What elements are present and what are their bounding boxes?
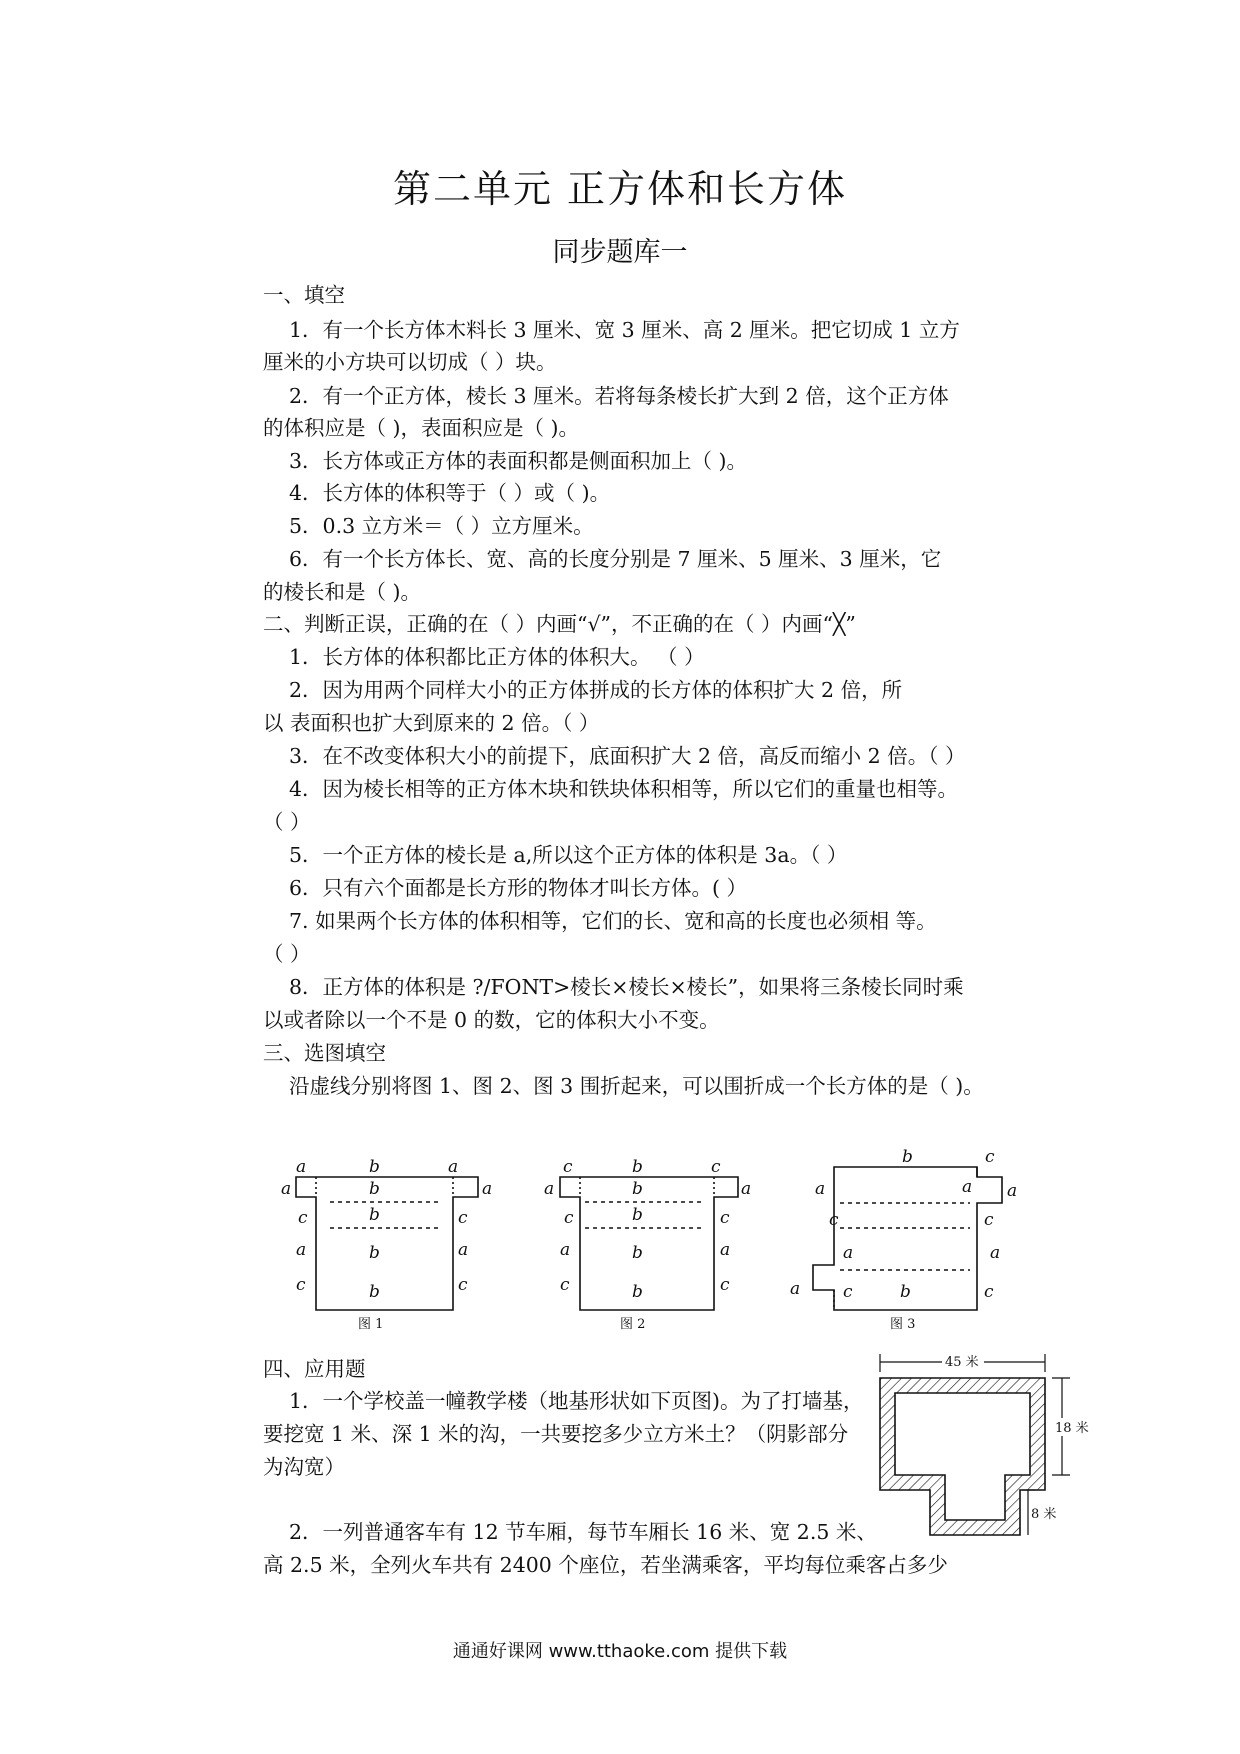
foundation-diagram bbox=[870, 1340, 1110, 1540]
fig-label: b bbox=[369, 1179, 380, 1199]
fig-caption: 图 1 bbox=[358, 1317, 384, 1332]
fig-label: a bbox=[281, 1179, 292, 1199]
question-line: 的棱长和是（ )。 bbox=[263, 580, 422, 604]
fig-label: a bbox=[990, 1243, 1001, 1263]
fig-label: b bbox=[632, 1282, 643, 1302]
dimension-width-label: 45 米 bbox=[945, 1355, 979, 1370]
question-line: 要挖宽 1 米、深 1 米的沟，一共要挖多少立方米土？（阴影部分 bbox=[263, 1422, 849, 1446]
fig-label: a bbox=[560, 1240, 571, 1260]
fig-label: c bbox=[720, 1208, 730, 1228]
fig-label: a bbox=[482, 1179, 493, 1199]
fig-label: a bbox=[843, 1243, 854, 1263]
fig-label: b bbox=[632, 1179, 643, 1199]
section-heading-true-false: 二、判断正误，正确的在（ ）内画“√”，不正确的在（ ）内画“╳” bbox=[263, 612, 856, 636]
question-line: 1．长方体的体积都比正方体的体积大。 （ ） bbox=[289, 645, 705, 669]
question-line: 厘米的小方块可以切成（ ）块。 bbox=[263, 350, 557, 374]
fig-label: a bbox=[296, 1240, 307, 1260]
question-line: 2．因为用两个同样大小的正方体拼成的长方体的体积扩大 2 倍，所 bbox=[289, 678, 903, 702]
fig-label: b bbox=[900, 1282, 911, 1302]
fig-label: b bbox=[369, 1282, 380, 1302]
question-line: 沿虚线分别将图 1、图 2、图 3 围折起来，可以围折成一个长方体的是（ )。 bbox=[289, 1074, 984, 1098]
footer-source: 通通好课网 www.tthaoke.com 提供下载 bbox=[452, 1641, 788, 1662]
fig-label: c bbox=[298, 1208, 308, 1228]
fig-label: b bbox=[632, 1157, 643, 1177]
section-heading-word-problems: 四、应用题 bbox=[263, 1357, 366, 1381]
page-subtitle: 同步题库一 bbox=[552, 237, 688, 268]
question-line: 5．一个正方体的棱长是 a,所以这个正方体的体积是 3a。（ ） bbox=[289, 843, 848, 867]
fig-label: c bbox=[560, 1275, 570, 1295]
question-line: 7. 如果两个长方体的体积相等，它们的长、宽和高的长度也必须相 等。 bbox=[289, 909, 937, 933]
fig-label: c bbox=[458, 1275, 468, 1295]
figure-1 bbox=[281, 1157, 492, 1332]
question-line: 1．一个学校盖一幢教学楼（地基形状如下页图)。为了打墙基， bbox=[289, 1389, 864, 1413]
fig-caption: 图 2 bbox=[620, 1317, 646, 1332]
fig-label: a bbox=[720, 1240, 731, 1260]
question-line: 以或者除以一个不是 0 的数，它的体积大小不变。 bbox=[263, 1008, 720, 1032]
fig-label: c bbox=[458, 1208, 468, 1228]
dimension-depth-label: 8 米 bbox=[1031, 1507, 1057, 1522]
fig-label: a bbox=[815, 1179, 826, 1199]
foundation-outline bbox=[880, 1378, 1045, 1535]
fig-label: a bbox=[544, 1179, 555, 1199]
question-line: 4．因为棱长相等的正方体木块和铁块体积相等，所以它们的重量也相等。 bbox=[289, 777, 959, 801]
question-line: 3．长方体或正方体的表面积都是侧面积加上（ )。 bbox=[289, 449, 748, 473]
question-line: 8．正方体的体积是 ?/FONT>棱长×棱长×棱长”，如果将三条棱长同时乘 bbox=[289, 975, 964, 999]
fig-label: a bbox=[962, 1177, 973, 1197]
fig-label: c bbox=[563, 1157, 573, 1177]
fig-label: b bbox=[902, 1147, 913, 1167]
question-line: 1．有一个长方体木料长 3 厘米、宽 3 厘米、高 2 厘米。把它切成 1 立方 bbox=[289, 318, 960, 342]
fig-label: c bbox=[829, 1210, 839, 1230]
fig-label: c bbox=[984, 1210, 994, 1230]
fig-label: b bbox=[632, 1205, 643, 1225]
dimension-height-label: 18 米 bbox=[1055, 1421, 1089, 1436]
fig-label: b bbox=[369, 1157, 380, 1177]
figure-2 bbox=[544, 1157, 751, 1332]
question-line: 以 表面积也扩大到原来的 2 倍。（ ） bbox=[263, 711, 600, 735]
net-figures bbox=[0, 1140, 1240, 1340]
fig-label: a bbox=[741, 1179, 752, 1199]
question-line: 的体积应是（ )，表面积应是（ )。 bbox=[263, 416, 580, 440]
fig-label: b bbox=[369, 1243, 380, 1263]
question-line: 6．有一个长方体长、宽、高的长度分别是 7 厘米、5 厘米、3 厘米，它 bbox=[289, 547, 942, 571]
fig-label: a bbox=[458, 1240, 469, 1260]
question-line: 6．只有六个面都是长方形的物体才叫长方体。( ） bbox=[289, 876, 748, 900]
fig-label: b bbox=[369, 1205, 380, 1225]
fig-label: b bbox=[632, 1243, 643, 1263]
fig-label: c bbox=[984, 1282, 994, 1302]
page-title: 第二单元 正方体和长方体 bbox=[392, 167, 848, 211]
fig-label: c bbox=[985, 1147, 995, 1167]
fig-label: c bbox=[843, 1282, 853, 1302]
question-line: 5．0.3 立方米＝（ ）立方厘米。 bbox=[289, 514, 594, 538]
figure-3 bbox=[790, 1147, 1017, 1332]
fig-caption: 图 3 bbox=[890, 1317, 916, 1332]
fig-label: a bbox=[296, 1157, 307, 1177]
question-line: （ ） bbox=[263, 942, 311, 966]
fig-label: c bbox=[720, 1275, 730, 1295]
question-line: 3．在不改变体积大小的前提下，底面积扩大 2 倍，高反而缩小 2 倍。（ ） bbox=[289, 744, 966, 768]
fig-label: a bbox=[790, 1279, 801, 1299]
question-line: 2．有一个正方体，棱长 3 厘米。若将每条棱长扩大到 2 倍，这个正方体 bbox=[289, 384, 949, 408]
question-line: 为沟宽） bbox=[263, 1455, 345, 1479]
fig-label: c bbox=[564, 1208, 574, 1228]
question-line: （ ） bbox=[263, 810, 311, 834]
question-line: 高 2.5 米，全列火车共有 2400 个座位，若坐满乘客，平均每位乘客占多少 bbox=[263, 1553, 948, 1577]
fig-label: c bbox=[296, 1275, 306, 1295]
fig-label: a bbox=[448, 1157, 459, 1177]
section-heading-figures: 三、选图填空 bbox=[263, 1041, 386, 1065]
fig-label: c bbox=[711, 1157, 721, 1177]
section-heading-fill-blank: 一、填空 bbox=[263, 283, 345, 307]
question-line: 2．一列普通客车有 12 节车厢，每节车厢长 16 米、宽 2.5 米、 bbox=[289, 1520, 877, 1544]
question-line: 4．长方体的体积等于（ ）或（ )。 bbox=[289, 481, 611, 505]
fig-label: a bbox=[1007, 1181, 1018, 1201]
